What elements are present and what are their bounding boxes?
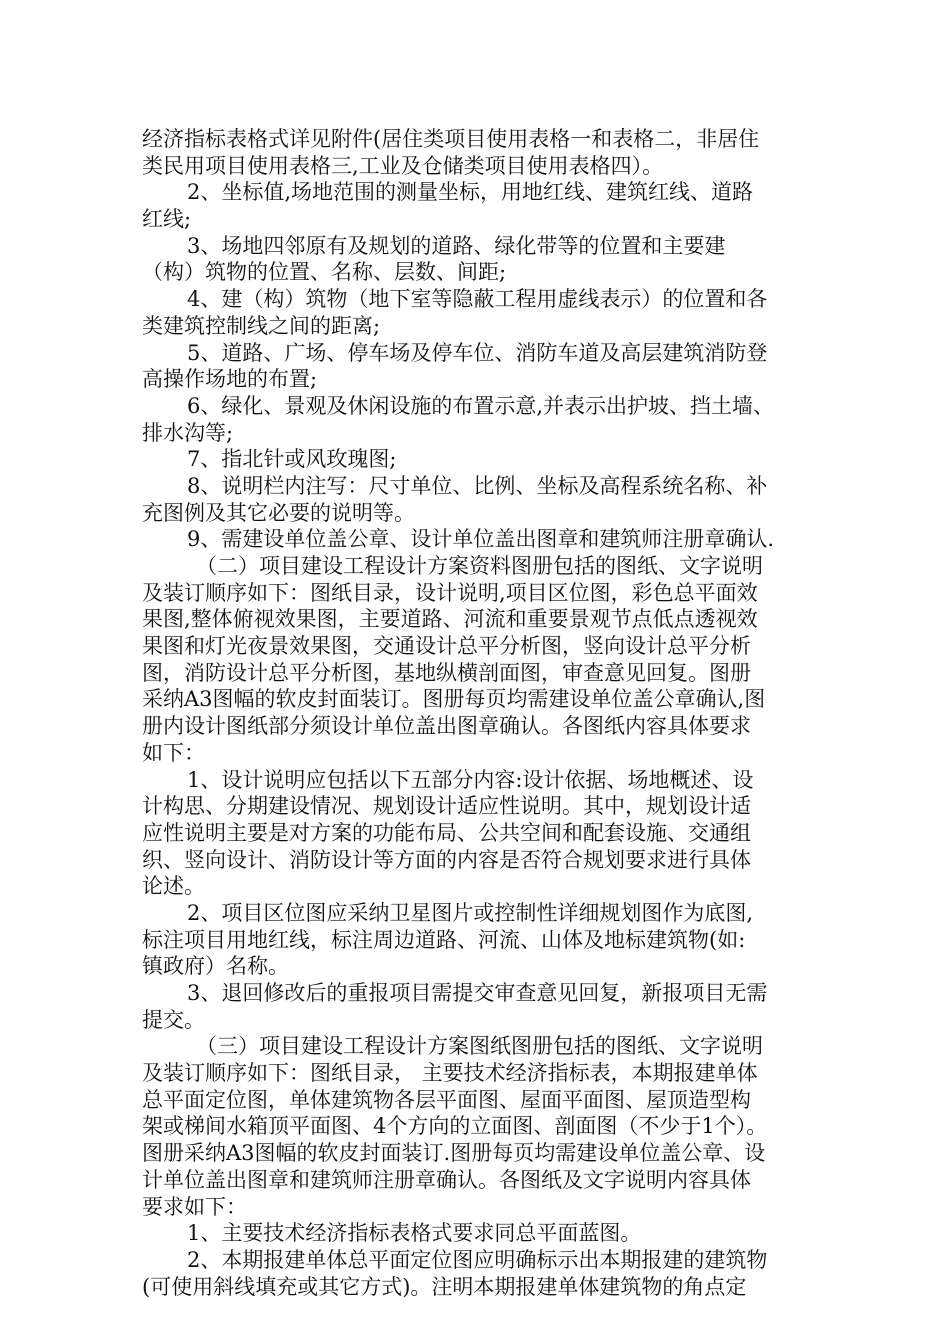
text-line: （三）项目建设工程设计方案图纸图册包括的图纸、文字说明 xyxy=(196,1034,763,1059)
text-line: 及装订顺序如下：图纸目录， 主要技术经济指标表，本期报建单体 xyxy=(142,1061,758,1086)
text-line: 高操作场地的布置; xyxy=(142,367,318,392)
text-line: 9、需建设单位盖公章、设计单位盖出图章和建筑师注册章确认. xyxy=(187,527,775,552)
text-line: 要求如下： xyxy=(142,1194,247,1219)
text-line: 如下： xyxy=(142,740,205,765)
text-line: 4、建（构）筑物（地下室等隐蔽工程用虚线表示）的位置和各 xyxy=(187,287,768,312)
text-line: 2、坐标值,场地范围的测量坐标，用地红线、建筑红线、道路 xyxy=(187,180,754,205)
text-line: 7、指北针或风玫瑰图; xyxy=(187,447,397,472)
text-line: 2、本期报建单体总平面定位图应明确标示出本期报建的建筑物 xyxy=(187,1247,768,1272)
text-line: 8、说明栏内注写：尺寸单位、比例、坐标及高程系统名称、补 xyxy=(187,473,768,498)
text-line: 织、竖向设计、消防设计等方面的内容是否符合规划要求进行具体 xyxy=(142,847,751,872)
text-line: 计构思、分期建设情况、规划设计适应性说明。其中，规划设计适 xyxy=(142,794,751,819)
text-line: 经济指标表格式详见附件(居住类项目使用表格一和表格二，非居住 xyxy=(142,127,760,151)
text-line: 标注项目用地红线，标注周边道路、河流、山体及地标建筑物(如: xyxy=(142,927,746,952)
text-line: 图册采纳A3图幅的软皮封面装订.图册每页均需建设单位盖公章、设 xyxy=(142,1141,766,1166)
text-line: 红线; xyxy=(142,207,192,232)
text-line: 2、项目区位图应采纳卫星图片或控制性详细规划图作为底图, xyxy=(187,900,754,925)
text-line: 计单位盖出图章和建筑师注册章确认。各图纸及文字说明内容具体 xyxy=(142,1167,751,1192)
text-line: （构）筑物的位置、名称、层数、间距; xyxy=(142,260,507,285)
text-line: 3、退回修改后的重报项目需提交审查意见回复，新报项目无需 xyxy=(187,981,768,1005)
text-line: 论述。 xyxy=(142,874,205,899)
text-line: 3、场地四邻原有及规划的道路、绿化带等的位置和主要建 xyxy=(187,233,726,258)
text-line: 镇政府）名称。 xyxy=(142,954,289,979)
text-line: 图，消防设计总平分析图，基地纵横剖面图，审查意见回复。图册 xyxy=(142,660,751,685)
text-line: 及装订顺序如下：图纸目录，设计说明,项目区位图，彩色总平面效 xyxy=(142,580,758,605)
text-line: (可使用斜线填充或其它方式)。注明本期报建单体建筑物的角点定 xyxy=(142,1274,747,1299)
text-line: 1、设计说明应包括以下五部分内容:设计依据、场地概述、设 xyxy=(187,767,754,792)
text-line: 5、道路、广场、停车场及停车位、消防车道及高层建筑消防登 xyxy=(187,340,768,365)
text-line: （二）项目建设工程设计方案资料图册包括的图纸、文字说明 xyxy=(196,554,763,578)
text-line: 册内设计图纸部分须设计单位盖出图章确认。各图纸内容具体要求 xyxy=(142,714,751,739)
text-line: 类民用项目使用表格三,工业及仓储类项目使用表格四）。 xyxy=(142,153,664,178)
text-line: 充图例及其它必要的说明等。 xyxy=(142,500,415,525)
text-line: 6、绿化、景观及休闲设施的布置示意,并表示出护坡、挡土墙、 xyxy=(187,393,775,418)
text-line: 排水沟等; xyxy=(142,420,234,445)
text-line: 果图和灯光夜景效果图，交通设计总平分析图，竖向设计总平分析 xyxy=(142,634,751,659)
text-line: 架或梯间水箱顶平面图、4个方向的立面图、剖面图（不少于1个）。 xyxy=(142,1114,768,1139)
text-line: 果图,整体俯视效果图，主要道路、河流和重要景观节点低点透视效 xyxy=(142,607,758,632)
document-body xyxy=(142,126,822,1300)
text-line: 应性说明主要是对方案的功能布局、公共空间和配套设施、交通组 xyxy=(142,820,751,845)
text-line: 1、主要技术经济指标表格式要求同总平面蓝图。 xyxy=(187,1221,642,1246)
text-line: 提交。 xyxy=(142,1007,205,1032)
text-line: 类建筑控制线之间的距离; xyxy=(142,313,381,338)
text-line: 总平面定位图，单体建筑物各层平面图、屋面平面图、屋顶造型构 xyxy=(142,1087,751,1112)
text-line: 采纳A3图幅的软皮封面装订。图册每页均需建设单位盖公章确认,图 xyxy=(142,687,766,712)
